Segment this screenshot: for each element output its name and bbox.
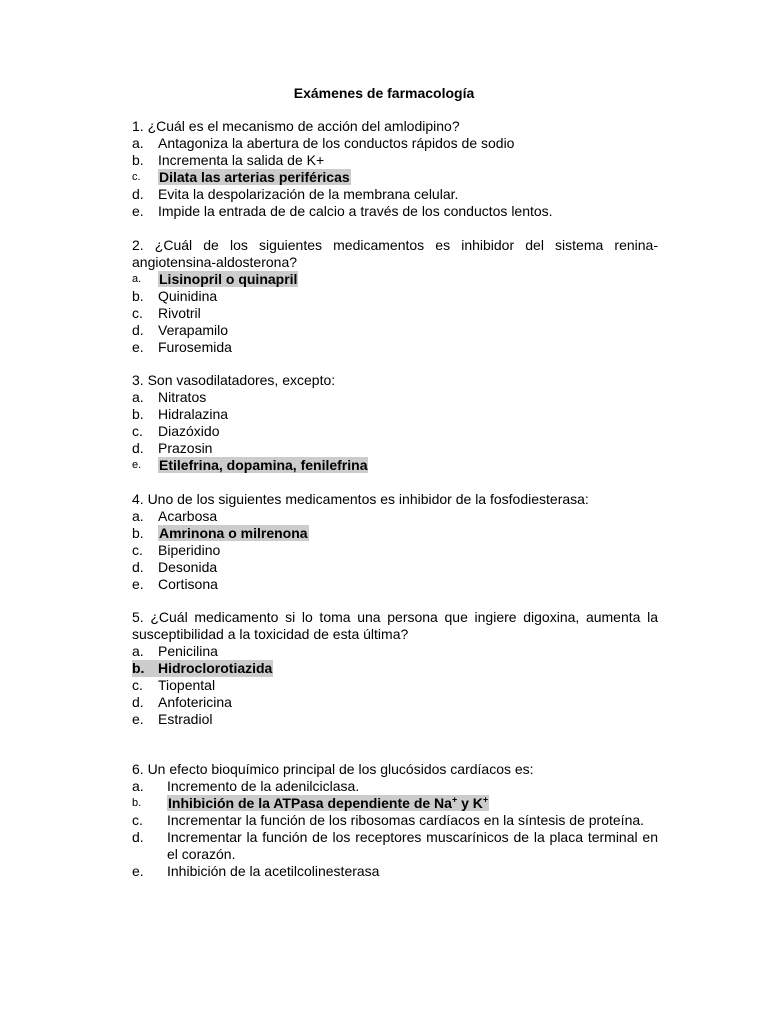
question-text: 1. ¿Cuál es el mecanismo de acción del amlodipino? [132, 118, 460, 134]
option-text: Tiopental [158, 677, 216, 693]
option-text: Impide la entrada de de calcio a través de los conductos lentos. [158, 203, 553, 219]
question-3 [132, 372, 658, 474]
option-text: Hidralazina [158, 406, 229, 422]
option-text: Verapamilo [158, 322, 229, 338]
option-text: Incremento de la adenilciclasa. [167, 778, 360, 794]
option-letter: d. [132, 186, 144, 202]
option-text: Incrementar la función de los ribosomas cardíacos en la síntesis de proteína. [167, 812, 645, 828]
option-a [132, 389, 658, 406]
option-letter: e. [132, 711, 144, 727]
correct-answer-highlight: Etilefrina, dopamina, fenilefrina [159, 457, 368, 473]
option-b [132, 406, 658, 423]
question-text: 3. Son vasodilatadores, excepto: [132, 372, 336, 388]
option-c [132, 305, 658, 322]
option-e [132, 339, 658, 356]
option-letter: e. [132, 576, 144, 592]
correct-answer-highlight: Dilata las arterias periféricas [159, 169, 350, 185]
option-letter: d. [132, 322, 144, 338]
option-b [132, 152, 658, 169]
option-letter: a. [132, 508, 144, 524]
option-text: Cortisona [158, 576, 218, 592]
option-e [132, 863, 658, 880]
option-d [132, 559, 658, 576]
option-a [132, 778, 658, 795]
option-d [132, 440, 658, 457]
option-c [132, 542, 658, 559]
option-letter: e. [132, 203, 144, 219]
option-letter: c. [132, 812, 143, 828]
option-text: Biperidino [158, 542, 221, 558]
question-5 [132, 609, 658, 728]
option-text: Incrementa la salida de K+ [158, 152, 325, 168]
option-d [132, 694, 658, 711]
question-6 [132, 761, 658, 880]
option-letter: d. [132, 694, 144, 710]
option-a-correct [132, 271, 658, 288]
option-text: Prazosin [158, 440, 213, 456]
question-text: 6. Un efecto bioquímico principal de los glucósidos cardíacos es: [132, 761, 534, 777]
option-text: Rivotril [158, 305, 201, 321]
option-text: Anfotericina [158, 694, 232, 710]
option-text: Incrementar la función de los receptores muscarínicos de la placa terminal en el corazón. [167, 829, 658, 862]
option-e [132, 203, 658, 220]
option-e [132, 576, 658, 593]
question-text: 2. ¿Cuál de los siguientes medicamentos es inhibidor del sistema renina-angiotensina-aldosterona? [132, 237, 658, 270]
option-letter: e. [132, 459, 142, 471]
option-text: Desonida [158, 559, 218, 575]
option-c [132, 812, 658, 829]
correct-answer-highlight: Amrinona o milrenona [159, 525, 308, 541]
option-letter: a. [132, 273, 142, 285]
correct-answer-highlight [132, 660, 273, 677]
option-letter: c. [132, 542, 143, 558]
question-2 [132, 237, 658, 356]
option-letter: a. [132, 389, 144, 405]
option-a [132, 135, 658, 152]
option-text: Diazóxido [158, 423, 220, 439]
question-4 [132, 491, 658, 593]
option-d [132, 829, 658, 863]
question-text: 5. ¿Cuál medicamento si lo toma una persona que ingiere digoxina, aumenta la susceptibilidad a la toxicidad de esta última? [132, 609, 658, 642]
option-letter: a. [132, 135, 144, 151]
option-text: Evita la despolarización de la membrana celular. [158, 186, 459, 202]
option-d [132, 186, 658, 203]
option-letter: b. [132, 288, 144, 304]
option-text-part: Inhibición de la ATPasa dependiente de Na [168, 795, 452, 811]
option-letter: c. [132, 423, 143, 439]
option-c [132, 677, 658, 694]
option-letter: c. [132, 171, 141, 183]
option-letter: c. [132, 677, 143, 693]
option-letter: d. [132, 440, 144, 456]
option-text: Acarbosa [158, 508, 218, 524]
option-a [132, 643, 658, 660]
option-e [132, 711, 658, 728]
option-letter: b. [132, 660, 145, 676]
page-title: Exámenes de farmacología [293, 85, 475, 101]
option-letter: c. [132, 305, 143, 321]
option-letter: a. [132, 643, 144, 659]
correct-answer-highlight: Lisinopril o quinapril [159, 271, 298, 287]
option-b [132, 288, 658, 305]
option-e-correct [132, 457, 658, 474]
option-text: Quinidina [158, 288, 218, 304]
superscript-plus: + [451, 794, 458, 805]
option-letter: b. [132, 797, 142, 809]
option-text: Inhibición de la acetilcolinesterasa [167, 863, 380, 879]
option-letter: b. [132, 406, 144, 422]
option-letter: d. [132, 829, 144, 845]
option-c [132, 423, 658, 440]
option-b-correct [132, 795, 658, 812]
option-text: Estradiol [158, 711, 213, 727]
document-body [132, 118, 658, 880]
option-letter: a. [132, 778, 144, 794]
option-letter: e. [132, 339, 144, 355]
option-d [132, 322, 658, 339]
option-b-correct [132, 660, 658, 677]
correct-answer-highlight [167, 795, 489, 811]
option-letter: b. [132, 152, 144, 168]
option-text: Nitratos [158, 389, 207, 405]
question-text: 4. Uno de los siguientes medicamentos es inhibidor de la fosfodiesterasa: [132, 491, 589, 507]
option-letter: d. [132, 559, 144, 575]
option-text: Hidroclorotiazida [158, 660, 273, 676]
option-text: Penicilina [158, 643, 218, 659]
question-1 [132, 118, 658, 220]
option-text-part: y K [457, 795, 483, 811]
option-letter: e. [132, 863, 144, 879]
option-text: Antagoniza la abertura de los conductos rápidos de sodio [158, 135, 515, 151]
option-b-correct [132, 525, 658, 542]
option-text: Furosemida [158, 339, 232, 355]
option-letter: b. [132, 525, 144, 541]
option-a [132, 508, 658, 525]
option-c-correct [132, 169, 658, 186]
superscript-plus: + [482, 794, 489, 805]
